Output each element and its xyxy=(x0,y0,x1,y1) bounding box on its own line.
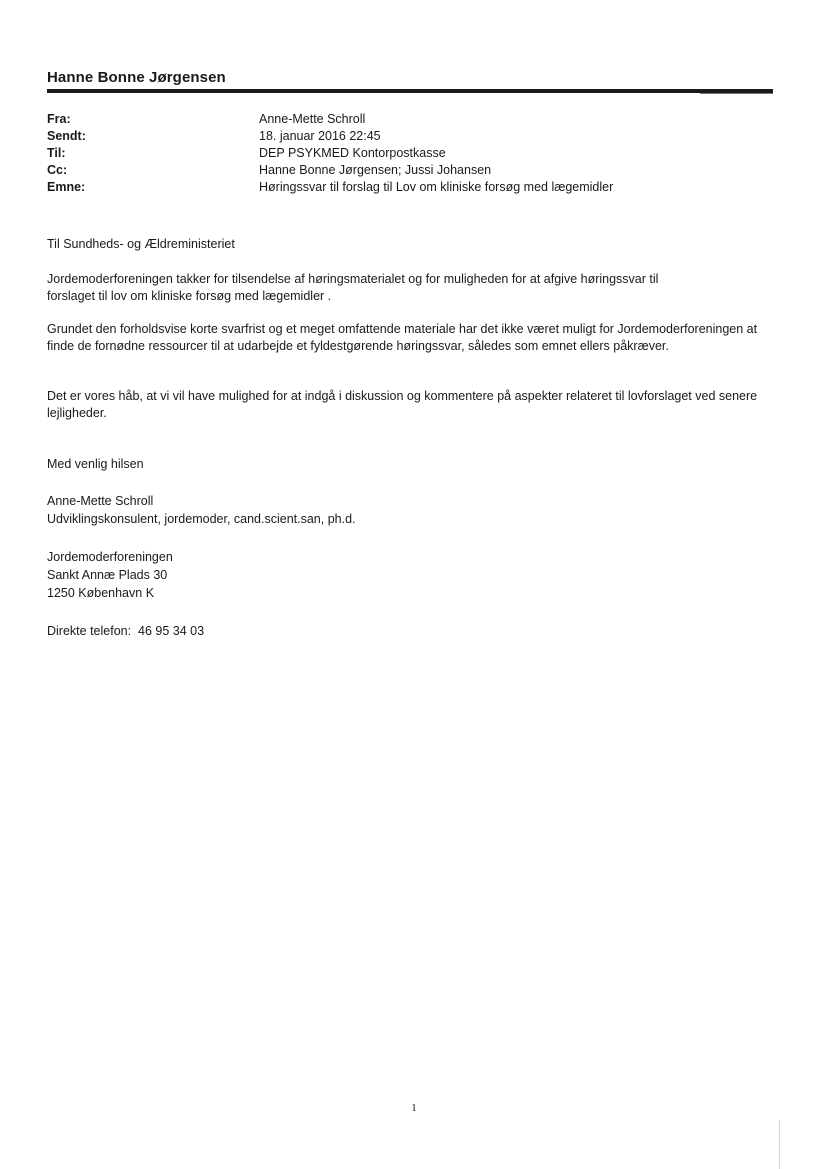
meta-label-from: Fra: xyxy=(47,112,71,126)
header-rule-tail xyxy=(700,93,773,94)
meta-value-from: Anne-Mette Schroll xyxy=(259,112,366,126)
meta-label-cc: Cc: xyxy=(47,163,68,177)
page-number: 1 xyxy=(411,1102,417,1114)
paragraph-thanks: Jordemoderforeningen takker for tilsendelse af høringsmaterialet og for muligheden for at afgive høringssvar til forslaget til lov om kliniske forsøg med lægemidler . xyxy=(47,272,659,303)
meta-row-sent xyxy=(47,128,613,145)
meta-row-cc xyxy=(47,162,613,179)
meta-value-to: DEP PSYKMED Kontorpostkasse xyxy=(259,146,446,160)
meta-label-to: Til: xyxy=(47,146,66,160)
signature-city: 1250 København K xyxy=(47,586,155,600)
signature-title: Udviklingskonsulent, jordemoder, cand.scient.san, ph.d. xyxy=(47,512,356,526)
meta-value-cc: Hanne Bonne Jørgensen; Jussi Johansen xyxy=(259,163,492,177)
paragraph-reason: Grundet den forholdsvise korte svarfrist og et meget omfattende materiale har det ikke været muligt for Jordemoderforeningen at finde de fornødne ressourcer til at udarbejde et fyldestgørende høringssvar, således som emnet ellers påkræver. xyxy=(47,322,758,353)
meta-row-subject xyxy=(47,179,613,196)
greeting: Til Sundheds- og Ældreministeriet xyxy=(47,237,235,251)
header-rule xyxy=(47,89,773,93)
meta-row-to xyxy=(47,145,613,162)
email-metadata xyxy=(47,111,613,196)
owner-name: Hanne Bonne Jørgensen xyxy=(47,69,226,86)
signature-street: Sankt Annæ Plads 30 xyxy=(47,568,168,582)
meta-value-sent: 18. januar 2016 22:45 xyxy=(259,129,381,143)
paragraph-hope: Det er vores håb, at vi vil have mulighed for at indgå i diskussion og kommentere på aspekter relateret til lovforslaget ved senere lejligheder. xyxy=(47,389,758,420)
meta-value-subject: Høringssvar til forslag til Lov om kliniske forsøg med lægemidler xyxy=(259,180,614,194)
signature-organization: Jordemoderforeningen xyxy=(47,550,173,564)
meta-label-sent: Sendt: xyxy=(47,129,86,143)
closing: Med venlig hilsen xyxy=(47,457,144,471)
signature-phone: Direkte telefon: 46 95 34 03 xyxy=(47,624,205,638)
meta-label-subject: Emne: xyxy=(47,180,86,194)
scan-edge xyxy=(779,1120,780,1169)
signature-name: Anne-Mette Schroll xyxy=(47,494,154,508)
meta-row-from xyxy=(47,111,613,128)
